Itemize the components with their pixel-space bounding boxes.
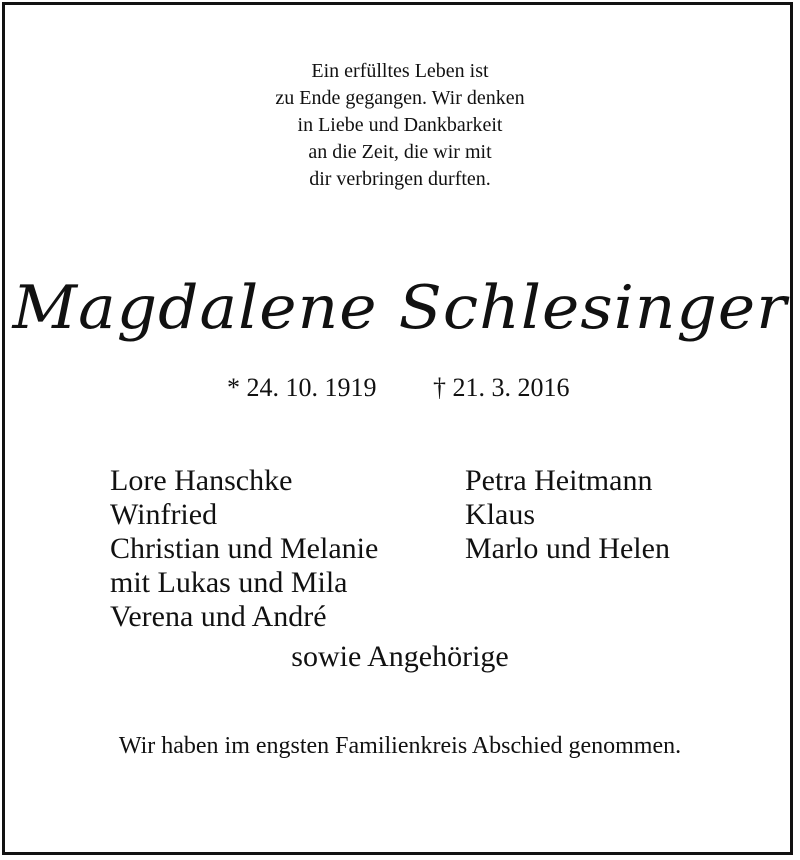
poem-line: Ein erfülltes Leben ist xyxy=(311,60,489,82)
deceased-name: Magdalene Schlesinger xyxy=(12,273,788,343)
closing-statement: Wir haben im engsten Familienkreis Abschied genommen. xyxy=(118,733,682,759)
survivor-name: Klaus xyxy=(465,498,535,531)
survivor-name: mit Lukas und Mila xyxy=(110,566,348,599)
survivor-name: Lore Hanschke xyxy=(110,464,293,497)
survivor-name: Winfried xyxy=(110,498,218,531)
relatives-line: sowie Angehörige xyxy=(291,640,509,673)
survivor-name: Verena und André xyxy=(110,600,327,633)
survivor-name: Petra Heitmann xyxy=(465,464,653,497)
survivor-name: Marlo und Helen xyxy=(465,532,670,565)
survivors-right-column xyxy=(465,464,670,566)
survivors-left-column xyxy=(110,464,378,634)
poem-line: dir verbringen durften. xyxy=(309,168,491,190)
survivor-name: Christian und Melanie xyxy=(110,532,379,565)
birth-date: * 24. 10. 1919 xyxy=(227,373,377,402)
poem-line: zu Ende gegangen. Wir denken xyxy=(275,87,525,109)
death-date: † 21. 3. 2016 xyxy=(433,373,570,402)
poem-line: in Liebe und Dankbarkeit xyxy=(297,114,503,136)
poem-line: an die Zeit, die wir mit xyxy=(308,141,492,163)
poem xyxy=(0,58,800,193)
